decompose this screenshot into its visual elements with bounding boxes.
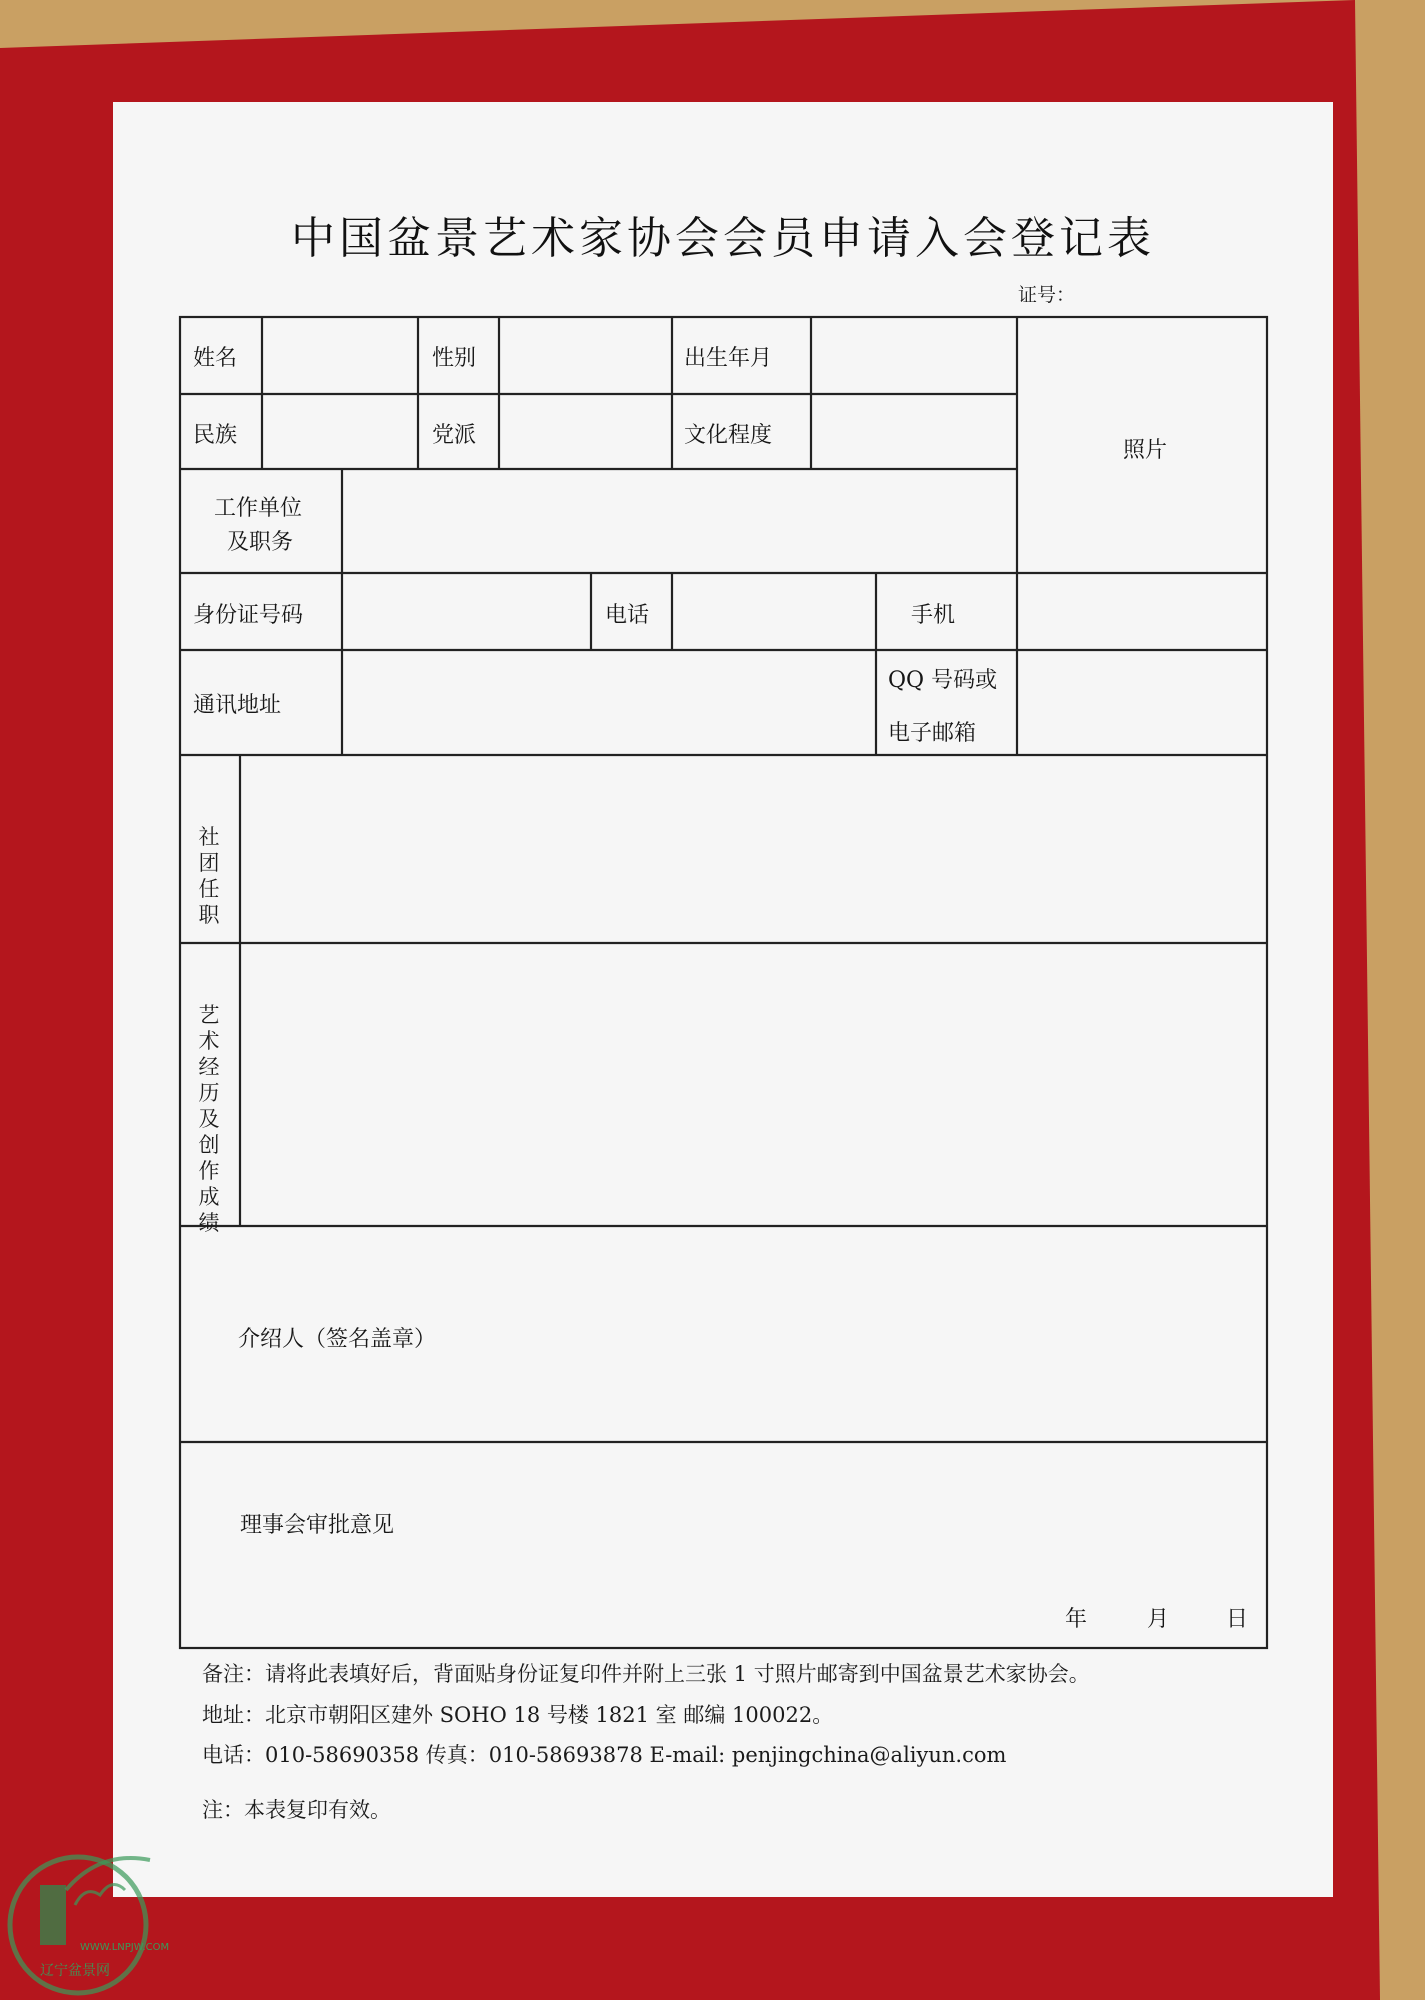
- label-day: 日: [1226, 1607, 1249, 1632]
- label-referrer: 介绍人（签名盖章）: [238, 1327, 437, 1352]
- label-address: 通讯地址: [193, 693, 282, 718]
- label-art-experience: 艺术经历及创作成绩: [198, 1003, 220, 1235]
- watermark-site: 辽宁盆景网: [40, 1963, 110, 1979]
- label-work-unit-line1: 工作单位: [214, 496, 303, 521]
- label-ethnicity: 民族: [193, 423, 238, 448]
- label-name: 姓名: [193, 346, 238, 371]
- label-qq-line2: 电子邮箱: [888, 721, 977, 746]
- label-year: 年: [1065, 1607, 1088, 1632]
- label-work-unit-line2: 及职务: [227, 530, 294, 555]
- footer-address: 地址：北京市朝阳区建外 SOHO 18 号楼 1821 室 邮编 100022。: [202, 1703, 834, 1727]
- footer-note: 备注：请将此表填好后，背面贴身份证复印件并附上三张 1 寸照片邮寄到中国盆景艺术家协会。: [202, 1662, 1090, 1686]
- label-photo: 照片: [1123, 438, 1168, 463]
- label-month: 月: [1147, 1607, 1170, 1632]
- label-birth: 出生年月: [684, 346, 773, 371]
- form-title: 中国盆景艺术家协会会员申请入会登记表: [291, 213, 1155, 264]
- footer-copy-valid: 注：本表复印有效。: [202, 1798, 391, 1822]
- cert-number-label: 证号：: [1018, 284, 1076, 306]
- label-id-number: 身份证号码: [193, 603, 304, 628]
- footer-contact: 电话：010-58690358 传真：010-58693878 E-mail: penjingchina@aliyun.com: [202, 1743, 1007, 1767]
- label-qq-line1: QQ 号码或: [888, 668, 998, 693]
- label-mobile: 手机: [911, 603, 956, 628]
- watermark-url: WWW.LNPJW.COM: [80, 1942, 170, 1953]
- label-party: 党派: [432, 423, 477, 448]
- registration-form-paper: [113, 102, 1333, 1897]
- label-board-approval: 理事会审批意见: [240, 1513, 395, 1538]
- label-society-positions: 社团任职: [198, 825, 220, 927]
- label-phone: 电话: [605, 603, 650, 628]
- label-gender: 性别: [432, 346, 477, 371]
- bonsai-logo-icon: [0, 1830, 170, 2000]
- label-education: 文化程度: [684, 423, 773, 448]
